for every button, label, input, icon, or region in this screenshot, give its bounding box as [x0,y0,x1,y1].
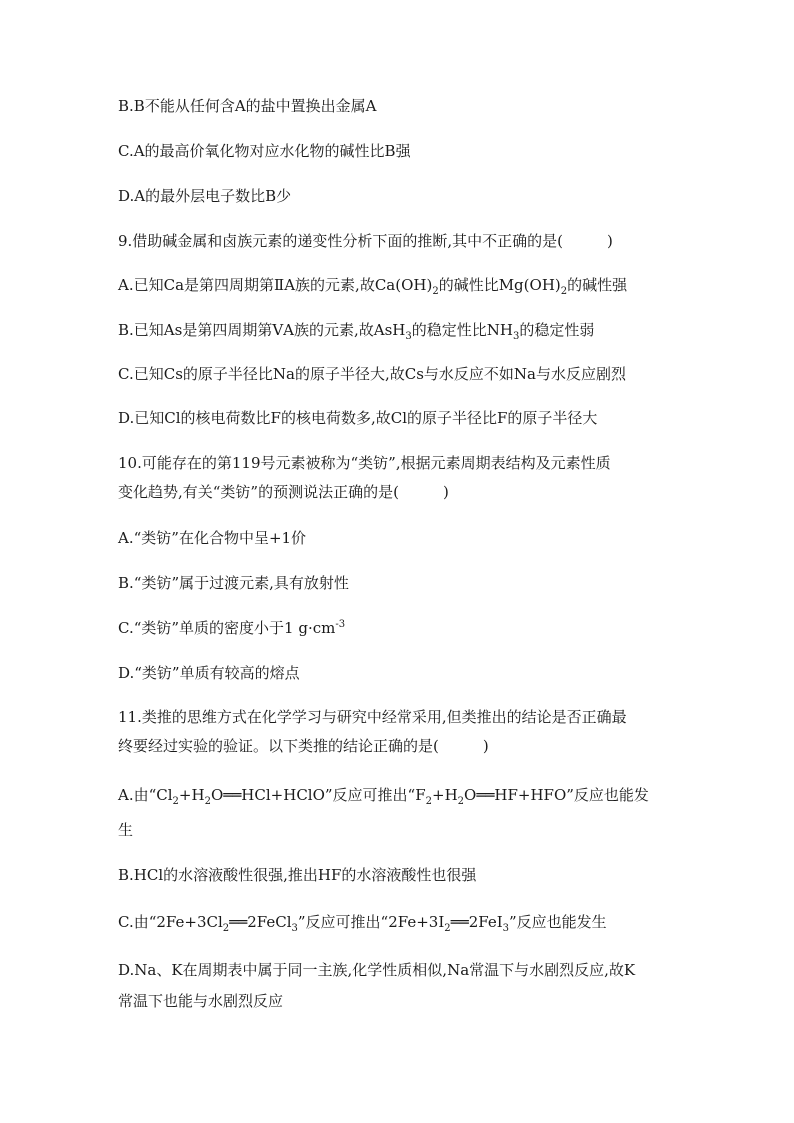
q10-stem-line2 [118,482,694,502]
q11-option-b: B.HCl的水溶液酸性很强,推出HF的水溶液酸性也很强 [118,866,477,884]
q8-option-c: C.A的最高价氧化物对应水化物的碱性比B强 [118,142,411,160]
q9-option-a [118,275,694,295]
q11-a-t4: +H [432,786,458,804]
q10-option-b: B.“类钫”属于过渡元素,具有放射性 [118,574,349,592]
q11-stem-line1: 11.类推的思维方式在化学学习与研究中经常采用,但类推出的结论是否正确最 [118,708,627,726]
q8-option-d: D.A的最外层电子数比B少 [118,187,292,205]
q11-option-c [118,912,694,932]
q11-c-s2: 3 [291,923,298,934]
q11-option-a-line2: 生 [118,821,134,839]
q9-a-part2: 的碱性比Mg(OH) [438,276,561,294]
q9-a-part1: A.已知Ca是第四周期第ⅡA族的元素,故Ca(OH) [118,276,433,294]
q10-option-a: A.“类钫”在化合物中呈+1价 [118,529,307,547]
q9-stem [118,231,694,251]
q8-option-b: B.B不能从任何含A的盐中置换出金属A [118,97,377,115]
q11-c-t2: ══2FeCl [229,913,292,931]
q11-a-s2: 2 [204,796,211,807]
q9-a-sub2: 2 [560,286,568,297]
q9-option-d: D.已知Cl的核电荷数比F的核电荷数多,故Cl的原子半径比F的原子半径大 [118,409,598,427]
q11-a-s4: 2 [457,796,465,807]
q9-stem-text: 9.借助碱金属和卤族元素的递变性分析下面的推断,其中不正确的是( [118,232,563,250]
q11-c-t3: ”反应可推出“2Fe+3I [297,913,445,931]
q11-c-s3: 2 [444,923,451,934]
q9-b-part3: 的稳定性弱 [519,321,595,339]
q10-c-sup: -3 [335,619,346,630]
q11-c-t4: ══2FeI [450,913,503,931]
q11-a-t5: O══HF+HFO”反应也能发 [464,786,649,804]
q10-option-c [118,618,694,638]
q11-c-s1: 2 [222,923,230,934]
q9-b-part2: 的稳定性比NH [411,321,513,339]
q9-b-sub2: 3 [512,331,520,342]
q11-a-t1: A.由“Cl [118,786,173,804]
q9-option-c: C.已知Cs的原子半径比Na的原子半径大,故Cs与水反应不如Na与水反应剧烈 [118,365,626,383]
q11-a-t2: +H [178,786,205,804]
q9-b-part1: B.已知As是第四周期第ⅤA族的元素,故AsH [118,321,406,339]
q10-stem-line1: 10.可能存在的第119号元素被称为“类钫”,根据元素周期表结构及元素性质 [118,454,611,472]
q9-a-sub1: 2 [432,286,439,297]
q9-option-b [118,320,694,340]
q10-option-d: D.“类钫”单质有较高的熔点 [118,664,300,682]
q10-stem-end: ) [442,483,449,501]
q11-stem-end: ) [482,737,489,755]
q11-stem-text: 终要经过实验的验证。以下类推的结论正确的是( [118,737,439,755]
q11-c-t1: C.由“2Fe+3Cl [118,913,223,931]
q11-a-t3: O══HCl+HClO”反应可推出“F [210,786,426,804]
q11-stem-line2 [118,736,694,756]
q9-stem-end: ) [606,232,613,250]
q10-c-text: C.“类钫”单质的密度小于1 g·cm [118,619,336,637]
q11-option-d-line2: 常温下也能与水剧烈反应 [118,992,284,1010]
q11-c-t5: ”反应也能发生 [509,913,607,931]
q11-c-s4: 3 [502,923,510,934]
q11-option-d-line1: D.Na、K在周期表中属于同一主族,化学性质相似,Na常温下与水剧烈反应,故K [118,961,636,979]
q11-a-s1: 2 [172,796,179,807]
q10-stem-text: 变化趋势,有关“类钫”的预测说法正确的是( [118,483,399,501]
q9-a-part3: 的碱性强 [567,276,628,294]
q9-b-sub1: 3 [405,331,412,342]
q11-option-a [118,785,694,805]
q11-a-s3: 2 [425,796,433,807]
